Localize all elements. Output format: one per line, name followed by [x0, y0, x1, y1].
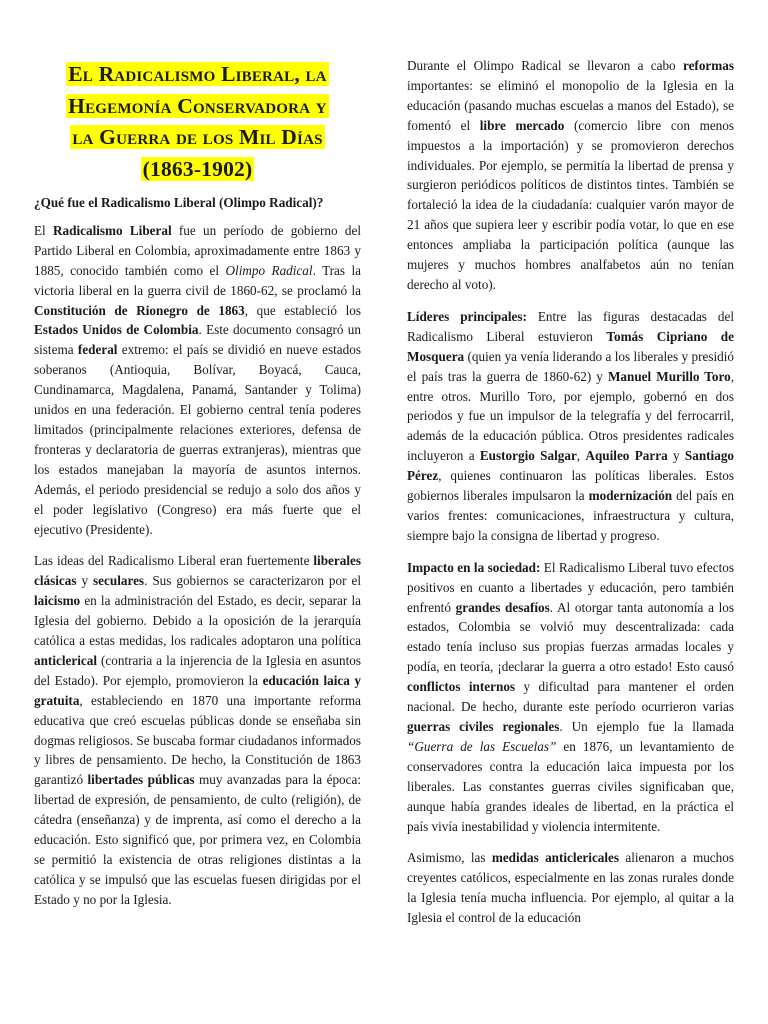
title-line-1: El Radicalismo Liberal, la [68, 62, 327, 86]
bold-term: medidas anticlericales [491, 850, 620, 866]
text: . Este documento consagró un sistema [34, 322, 361, 358]
left-column [34, 0, 361, 922]
bold-term: Santiago Pérez [407, 448, 735, 484]
text: y [667, 448, 685, 464]
bold-term: Constitución de Rionegro de 1863 [34, 302, 245, 318]
bold-term: Impacto en la sociedad: [407, 559, 541, 575]
bold-term: seculares [93, 573, 145, 589]
text: Durante el Olimpo Radical se llevaron a cabo [407, 58, 683, 73]
document-title [34, 59, 361, 185]
text: extremo: el país se dividió en nueve estados soberanos (Antioquia, Bolívar, Boyacá, Cauca, Cundinamarca, Magdalena, Panamá, Santander y Tolima) unidos en una federación. El gobierno central tenía poderes limitados (principalmente relaciones exteriores, defensa de fronteras y declaratoria de guerras extranjeras), mientras que los estados manejaban la mayoría de asuntos internos. Además, el periodo presidencial se redujo a solo dos años y el poder legislativo (Congreso) era más fuerte que el ejecutivo (Presidente). [34, 342, 361, 537]
text: , quienes continuaron las políticas liberales. Estos gobiernos liberales impulsaron la [407, 468, 734, 504]
paragraph-reforms [407, 56, 734, 295]
text: del país en varios frentes: comunicaciones, infraestructura y cultura, siempre bajo la consigna de libertad y progreso. [407, 488, 734, 543]
paragraph-intro [34, 221, 361, 540]
italic-term: “Guerra de las Escuelas” [407, 738, 557, 754]
text: (comercio libre con menos impuestos a la importación) y se promovieron derechos individuales. Por ejemplo, se permitía la libertad de prensa y surgieron periódicos políticos de distintos tintes. También se fortaleció la idea de la ciudadanía: cualquier varón mayor de 21 años que supiera leer y escribir podía votar, lo que en ese entonces ampliaba la participación política (aunque las mujeres y muchos hombres analfabetos aún no tenían derecho al voto). [407, 117, 735, 292]
text: alienaron a muchos creyentes católicos, especialmente en las zonas rurales donde la Iglesia tenía mucha influencia. Por ejemplo, al quitar a la Iglesia el control de la educación [407, 850, 734, 926]
bold-term: laicismo [34, 593, 81, 609]
title-line-3: la Guerra de los Mil Días [72, 125, 323, 149]
text: , [576, 448, 586, 464]
title-line-4: (1863-1902) [142, 156, 253, 181]
right-column [407, 0, 734, 940]
bold-term: federal [77, 342, 118, 358]
text: Las ideas del Radicalismo Liberal eran fuertemente [34, 553, 314, 569]
bold-term: Eustorgio Salgar [479, 448, 577, 464]
bold-term: modernización [588, 488, 673, 504]
bold-term: liberales clásicas [34, 553, 361, 589]
bold-term: Tomás Cipriano de Mosquera [407, 328, 734, 364]
paragraph-impact [407, 558, 734, 837]
text: Entre las figuras destacadas del Radicalismo Liberal estuvieron [407, 308, 735, 344]
bold-term: Radicalismo Liberal [53, 222, 172, 238]
text: , entre otros. Murillo Toro, por ejemplo, gobernó en dos periodos y fue un impulsor de la telegrafía y del ferrocarril, además de la educación pública. Otros presidentes radicales incluyeron a [407, 368, 734, 464]
text: y [76, 573, 94, 589]
text: Asimismo, las [407, 850, 492, 866]
text: , que estableció los [244, 302, 361, 318]
bold-term: grandes desafíos [455, 599, 550, 615]
text: El [34, 222, 53, 238]
bold-term: reformas [682, 58, 734, 73]
bold-term: libertades públicas [87, 772, 195, 788]
text: fue un período de gobierno del Partido Liberal en Colombia, aproximadamente entre 1863 y 1885, conocido también como el [34, 222, 361, 278]
text: y dificultad para mantener el orden nacional. De hecho, durante este período ocurrieron varias [407, 679, 734, 715]
paragraph-anticlerical [407, 848, 734, 928]
bold-term: Manuel Murillo Toro [607, 368, 731, 384]
bold-term: guerras civiles regionales [407, 719, 560, 734]
text: . Un ejemplo fue la llamada [559, 719, 734, 734]
bold-term: Aquileo Parra [585, 448, 668, 464]
text: muy avanzadas para la época: libertad de expresión, de pensamiento, de culto (religión), de cátedra (enseñanza) y de imprenta, así como el derecho a la educación. Esto significó que, por primera vez, en Colombia se permitió la existencia de otras religiones distintas a la católica y se impulsó que las escuelas fuesen dirigidas por el Estado y no por la Iglesia. [34, 772, 362, 907]
bold-term: libre mercado [479, 117, 565, 133]
bold-term: Líderes principales: [407, 308, 527, 324]
text: . Tras la victoria liberal en la guerra civil de 1860-62, se proclamó la [34, 262, 361, 298]
paragraph-leaders [407, 307, 734, 546]
text: , estableciendo en 1870 una importante reforma educativa que creó escuelas públicas donde se enseñaba sin dogmas religiosos. Se buscaba formar ciudadanos informados y libres de pensamiento. De hecho, la Constitución de 1863 garantizó [34, 692, 361, 788]
bold-term: anticlerical [34, 652, 97, 668]
text: en 1876, un levantamiento de conservadores contra la educación laica impuesta por los liberales. Las constantes guerras civiles significaban que, aunque había grandes ideales de libertad, en la práctica el país vivía inestabilidad y violencia intermitente. [407, 738, 734, 834]
bold-term: conflictos internos [407, 679, 516, 695]
text: (quien ya venía liderando a los liberales y presidió el país tras la guerra de 1860-62) y [407, 348, 734, 384]
text: . Al otorgar tanta autonomía a los estados, Colombia se volvió muy descentralizada: cada estado tenía incluso sus propias fuerzas armadas locales y podía, en teoría, ¡declarar la guerra a otro estado! Esto causó [407, 599, 735, 675]
italic-term: Olimpo Radical [225, 262, 313, 278]
text: El Radicalismo Liberal tuvo efectos positivos en cuanto a libertades y educación, pero también enfrentó [407, 559, 734, 615]
bold-term: Estados Unidos de Colombia [34, 322, 199, 338]
text: (contraria a la injerencia de la Iglesia en asuntos del Estado). Por ejemplo, promovieron la [34, 652, 361, 688]
title-line-2: Hegemonía Conservadora y [68, 93, 327, 118]
section-question-heading: ¿Qué fue el Radicalismo Liberal (Olimpo Radical)? [34, 195, 324, 210]
text: importantes: se eliminó el monopolio de la Iglesia en la educación (pasando muchas escuelas a manos del Estado), se fomentó el [407, 77, 734, 133]
text: . Sus gobiernos se caracterizaron por el [144, 573, 361, 589]
bold-term: educación laica y gratuita [34, 672, 361, 708]
paragraph-ideas [34, 551, 361, 909]
text: en la administración del Estado, es decir, separar la Iglesia del gobierno. Debido a la oposición de la jerarquía católica a estas medidas, los radicales adoptaron una política [34, 593, 361, 649]
